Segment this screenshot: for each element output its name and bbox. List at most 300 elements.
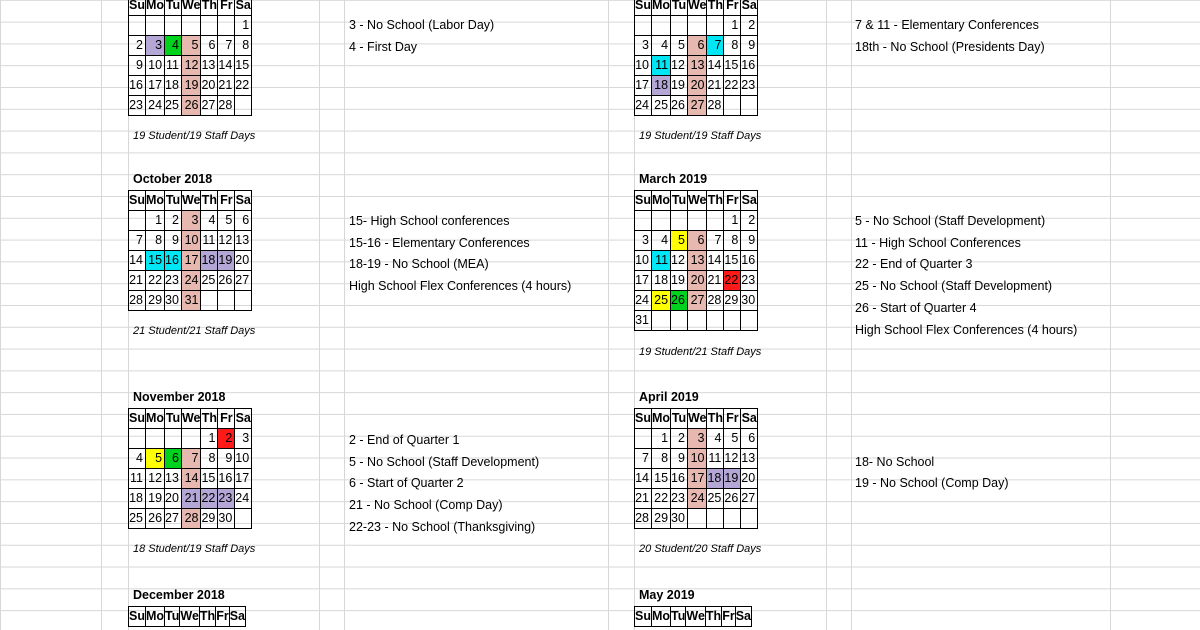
calendar-grid (128, 606, 246, 627)
week-row (129, 469, 252, 489)
weekday-header: We (687, 0, 707, 16)
weekday-header: Sa (229, 607, 245, 627)
weekday-header: We (180, 607, 200, 627)
month-title: May 2019 (639, 588, 695, 602)
day-cell: 2 (671, 429, 688, 449)
day-cell: 26 (181, 96, 201, 116)
week-row (635, 291, 758, 311)
day-cell (129, 211, 146, 231)
weekday-header: Th (199, 607, 215, 627)
weekday-header: We (181, 191, 201, 211)
day-cell: 1 (235, 16, 252, 36)
day-cell: 20 (201, 76, 218, 96)
weekday-header: Fr (724, 409, 741, 429)
week-row (129, 56, 252, 76)
weekday-header: Su (129, 409, 146, 429)
day-cell (707, 311, 724, 331)
day-cell: 5 (145, 449, 164, 469)
calendar-note: 5 - No School (Staff Development) (349, 454, 540, 469)
weekday-header: Fr (724, 0, 741, 16)
day-cell: 23 (129, 96, 146, 116)
day-cell: 7 (218, 36, 235, 56)
day-cell: 13 (687, 56, 707, 76)
calendar-note: High School Flex Conferences (4 hours) (855, 322, 1078, 337)
day-cell: 23 (165, 271, 182, 291)
calendar-note: 18-19 - No School (MEA) (349, 257, 489, 272)
weekday-header: Tu (671, 191, 688, 211)
day-cell: 24 (687, 489, 707, 509)
day-cell: 22 (201, 489, 218, 509)
day-cell: 27 (687, 291, 707, 311)
day-cell: 27 (687, 96, 707, 116)
day-cell: 14 (707, 56, 724, 76)
day-cell: 8 (651, 449, 670, 469)
week-row (129, 291, 252, 311)
day-cell (741, 509, 758, 529)
week-row (635, 251, 758, 271)
day-cell (651, 211, 670, 231)
calendar-note: 21 - No School (Comp Day) (349, 498, 503, 513)
day-cell: 23 (741, 271, 758, 291)
weekday-header: Tu (165, 409, 182, 429)
day-cell: 9 (671, 449, 688, 469)
weekday-header: Th (201, 191, 218, 211)
day-cell (145, 429, 164, 449)
day-cell (129, 429, 146, 449)
day-cell: 8 (235, 36, 252, 56)
day-cell (651, 16, 670, 36)
day-cell: 19 (671, 76, 688, 96)
day-cell: 21 (181, 489, 201, 509)
calendar-grid (128, 190, 252, 311)
day-cell: 10 (145, 56, 164, 76)
day-cell: 23 (218, 489, 235, 509)
calendar-note: 22-23 - No School (Thanksgiving) (349, 519, 536, 534)
day-cell: 6 (687, 231, 707, 251)
day-cell (201, 16, 218, 36)
day-cell: 10 (635, 56, 652, 76)
week-row (635, 311, 758, 331)
day-cell: 28 (181, 509, 201, 529)
month-title: December 2018 (133, 588, 225, 602)
day-cell (707, 211, 724, 231)
day-cell: 21 (707, 271, 724, 291)
day-cell: 21 (129, 271, 146, 291)
day-cell: 1 (724, 16, 741, 36)
day-cell (635, 211, 652, 231)
month-summary: 20 Student/20 Staff Days (639, 542, 762, 555)
day-cell: 16 (165, 251, 182, 271)
day-cell: 13 (741, 449, 758, 469)
week-row (129, 489, 252, 509)
day-cell: 20 (741, 469, 758, 489)
day-cell: 7 (635, 449, 652, 469)
day-cell: 12 (671, 251, 688, 271)
month-summary: 18 Student/19 Staff Days (133, 542, 256, 555)
day-cell: 18 (651, 76, 670, 96)
day-cell: 18 (201, 251, 218, 271)
day-cell: 31 (181, 291, 201, 311)
day-cell (724, 509, 741, 529)
calendar-grid (634, 0, 758, 116)
day-cell: 18 (707, 469, 724, 489)
day-cell: 5 (671, 36, 688, 56)
day-cell: 28 (635, 509, 652, 529)
day-cell: 10 (687, 449, 707, 469)
day-cell: 17 (635, 76, 652, 96)
day-cell: 18 (165, 76, 182, 96)
weekday-header: We (181, 0, 201, 16)
day-cell: 26 (671, 291, 688, 311)
day-cell: 30 (741, 291, 758, 311)
calendar-grid (128, 408, 252, 529)
month-summary: 19 Student/21 Staff Days (639, 346, 762, 359)
week-row (129, 271, 252, 291)
week-row (129, 211, 252, 231)
day-cell: 25 (651, 96, 670, 116)
day-cell: 19 (724, 469, 741, 489)
day-cell: 22 (724, 271, 741, 291)
day-cell (165, 16, 182, 36)
weekday-header: Sa (741, 191, 758, 211)
weekday-header: Th (705, 607, 721, 627)
day-cell: 12 (724, 449, 741, 469)
day-cell: 26 (671, 96, 688, 116)
day-cell: 3 (687, 429, 707, 449)
weekday-header: Th (201, 0, 218, 16)
weekday-header: Fr (218, 191, 235, 211)
day-cell: 11 (129, 469, 146, 489)
day-cell: 21 (635, 489, 652, 509)
day-cell: 13 (165, 469, 182, 489)
day-cell: 28 (218, 96, 235, 116)
day-cell: 22 (145, 271, 164, 291)
calendar-note: 26 - Start of Quarter 4 (855, 300, 977, 315)
calendar-note: High School Flex Conferences (4 hours) (349, 279, 572, 294)
day-cell: 26 (145, 509, 164, 529)
month-title: November 2018 (133, 390, 226, 404)
calendar-note: 18- No School (855, 454, 935, 469)
weekday-header: Fr (218, 0, 235, 16)
day-cell: 3 (235, 429, 252, 449)
calendar-note: 22 - End of Quarter 3 (855, 257, 973, 272)
day-cell (635, 16, 652, 36)
day-cell: 13 (201, 56, 218, 76)
day-cell: 19 (218, 251, 235, 271)
day-cell (687, 311, 707, 331)
week-row (635, 16, 758, 36)
day-cell: 19 (145, 489, 164, 509)
day-cell: 24 (181, 271, 201, 291)
day-cell: 30 (671, 509, 688, 529)
day-cell: 17 (635, 271, 652, 291)
day-cell: 4 (651, 231, 670, 251)
weekday-header: Sa (735, 607, 751, 627)
day-cell: 23 (741, 76, 758, 96)
calendar-grid (634, 408, 758, 529)
weekday-header: Sa (741, 0, 758, 16)
day-cell: 11 (707, 449, 724, 469)
day-cell: 12 (181, 56, 201, 76)
week-row (129, 509, 252, 529)
weekday-header: Mo (651, 607, 670, 627)
weekday-header: Tu (165, 607, 180, 627)
weekday-header: Th (707, 191, 724, 211)
calendar-grid (634, 606, 752, 627)
day-cell: 7 (707, 36, 724, 56)
day-cell (671, 311, 688, 331)
weekday-header: Su (635, 0, 652, 16)
day-cell: 25 (651, 291, 670, 311)
day-cell: 20 (687, 271, 707, 291)
day-cell: 17 (145, 76, 164, 96)
weekday-header: Mo (651, 0, 670, 16)
week-row (635, 56, 758, 76)
day-cell: 17 (687, 469, 707, 489)
weekday-header: Mo (145, 607, 164, 627)
month-title: March 2019 (639, 172, 708, 186)
day-cell: 13 (687, 251, 707, 271)
day-cell: 29 (201, 509, 218, 529)
day-cell: 16 (741, 251, 758, 271)
day-cell: 8 (145, 231, 164, 251)
calendar-note: 3 - No School (Labor Day) (349, 18, 495, 32)
day-cell: 15 (201, 469, 218, 489)
day-cell: 25 (165, 96, 182, 116)
day-cell (218, 291, 235, 311)
weekday-header: We (687, 191, 707, 211)
weekday-header: Tu (671, 409, 688, 429)
day-cell: 15 (235, 56, 252, 76)
calendar-grid (634, 190, 758, 331)
day-cell: 24 (235, 489, 252, 509)
day-cell: 31 (635, 311, 652, 331)
day-cell (218, 16, 235, 36)
day-cell: 17 (181, 251, 201, 271)
day-cell (724, 96, 741, 116)
weekday-header: Mo (145, 409, 164, 429)
day-cell (145, 16, 164, 36)
day-cell: 19 (181, 76, 201, 96)
weekday-header: Sa (235, 0, 252, 16)
day-cell: 30 (165, 291, 182, 311)
day-cell: 6 (741, 429, 758, 449)
day-cell: 27 (741, 489, 758, 509)
day-cell: 6 (687, 36, 707, 56)
day-cell: 7 (181, 449, 201, 469)
day-cell: 2 (741, 211, 758, 231)
day-cell: 5 (724, 429, 741, 449)
week-row (635, 469, 758, 489)
weekday-header: We (686, 607, 706, 627)
calendar-note: 25 - No School (Staff Development) (855, 279, 1053, 294)
day-cell (235, 291, 252, 311)
day-cell (651, 311, 670, 331)
day-cell: 23 (671, 489, 688, 509)
day-cell: 1 (145, 211, 164, 231)
day-cell: 30 (218, 509, 235, 529)
day-cell: 21 (218, 76, 235, 96)
day-cell: 15 (145, 251, 164, 271)
day-cell: 12 (218, 231, 235, 251)
day-cell: 1 (201, 429, 218, 449)
day-cell (707, 16, 724, 36)
weekday-header: Fr (722, 607, 736, 627)
day-cell: 25 (129, 509, 146, 529)
weekday-header: Mo (145, 0, 164, 16)
day-cell: 28 (707, 96, 724, 116)
day-cell: 18 (651, 271, 670, 291)
day-cell: 4 (651, 36, 670, 56)
week-row (635, 211, 758, 231)
day-cell: 3 (181, 211, 201, 231)
day-cell: 16 (671, 469, 688, 489)
weekday-header: Sa (235, 191, 252, 211)
day-cell (201, 291, 218, 311)
day-cell: 26 (218, 271, 235, 291)
day-cell: 22 (235, 76, 252, 96)
week-row (635, 429, 758, 449)
day-cell: 24 (145, 96, 164, 116)
day-cell (741, 96, 758, 116)
day-cell: 24 (635, 96, 652, 116)
day-cell: 12 (671, 56, 688, 76)
weekday-header: Tu (165, 191, 182, 211)
calendar-note: 15-16 - Elementary Conferences (349, 235, 530, 250)
day-cell: 9 (165, 231, 182, 251)
day-cell: 14 (129, 251, 146, 271)
day-cell (687, 509, 707, 529)
day-cell: 2 (165, 211, 182, 231)
day-cell: 4 (129, 449, 146, 469)
day-cell: 26 (724, 489, 741, 509)
day-cell (687, 211, 707, 231)
weekday-header: Su (635, 607, 652, 627)
day-cell: 9 (218, 449, 235, 469)
day-cell: 14 (707, 251, 724, 271)
calendar-note: 18th - No School (Presidents Day) (855, 39, 1045, 54)
day-cell: 4 (201, 211, 218, 231)
day-cell: 8 (201, 449, 218, 469)
day-cell: 28 (707, 291, 724, 311)
day-cell: 5 (671, 231, 688, 251)
day-cell: 12 (145, 469, 164, 489)
day-cell: 2 (218, 429, 235, 449)
day-cell: 25 (707, 489, 724, 509)
day-cell: 25 (201, 271, 218, 291)
day-cell: 8 (724, 231, 741, 251)
week-row (635, 96, 758, 116)
day-cell (707, 509, 724, 529)
day-cell: 16 (741, 56, 758, 76)
day-cell: 5 (218, 211, 235, 231)
day-cell (671, 211, 688, 231)
day-cell: 9 (741, 36, 758, 56)
weekday-header: Tu (671, 607, 686, 627)
day-cell: 2 (129, 36, 146, 56)
month-summary: 19 Student/19 Staff Days (133, 129, 256, 142)
day-cell: 18 (129, 489, 146, 509)
day-cell: 20 (235, 251, 252, 271)
day-cell: 3 (635, 231, 652, 251)
day-cell: 11 (201, 231, 218, 251)
day-cell: 10 (181, 231, 201, 251)
day-cell: 7 (707, 231, 724, 251)
weekday-header: Su (129, 607, 146, 627)
week-row (635, 76, 758, 96)
week-row (129, 76, 252, 96)
day-cell: 27 (201, 96, 218, 116)
day-cell: 3 (145, 36, 164, 56)
weekday-header: Tu (165, 0, 182, 16)
day-cell: 10 (635, 251, 652, 271)
day-cell: 4 (165, 36, 182, 56)
weekday-header: Th (707, 409, 724, 429)
day-cell (235, 509, 252, 529)
day-cell (181, 16, 201, 36)
day-cell: 16 (218, 469, 235, 489)
day-cell: 4 (707, 429, 724, 449)
day-cell: 27 (165, 509, 182, 529)
calendar-note: 19 - No School (Comp Day) (855, 476, 1009, 491)
weekday-header: We (687, 409, 707, 429)
weekday-header: Su (129, 0, 146, 16)
day-cell (129, 16, 146, 36)
day-cell: 11 (651, 56, 670, 76)
day-cell: 17 (235, 469, 252, 489)
day-cell: 14 (635, 469, 652, 489)
calendar-note: 15- High School conferences (349, 214, 510, 228)
weekday-header: Mo (651, 409, 670, 429)
day-cell: 20 (165, 489, 182, 509)
day-cell: 24 (635, 291, 652, 311)
month-title: October 2018 (133, 172, 213, 186)
calendar-note: 6 - Start of Quarter 2 (349, 476, 464, 491)
week-row (635, 271, 758, 291)
day-cell: 11 (651, 251, 670, 271)
week-row (129, 16, 252, 36)
week-row (129, 429, 252, 449)
weekday-header: We (181, 409, 201, 429)
day-cell: 21 (707, 76, 724, 96)
weekday-header: Sa (235, 409, 252, 429)
day-cell: 9 (129, 56, 146, 76)
day-cell: 1 (651, 429, 670, 449)
week-row (129, 96, 252, 116)
day-cell: 9 (741, 231, 758, 251)
day-cell: 14 (181, 469, 201, 489)
weekday-header: Mo (651, 191, 670, 211)
week-row (129, 449, 252, 469)
calendar-grid (128, 0, 252, 116)
day-cell: 15 (724, 251, 741, 271)
day-cell (724, 311, 741, 331)
day-cell: 7 (129, 231, 146, 251)
week-row (129, 231, 252, 251)
week-row (635, 36, 758, 56)
day-cell: 19 (671, 271, 688, 291)
day-cell: 13 (235, 231, 252, 251)
day-cell (635, 429, 652, 449)
day-cell: 15 (651, 469, 670, 489)
day-cell: 6 (235, 211, 252, 231)
week-row (129, 36, 252, 56)
weekday-header: Su (635, 191, 652, 211)
weekday-header: Th (201, 409, 218, 429)
day-cell: 20 (687, 76, 707, 96)
weekday-header: Fr (724, 191, 741, 211)
day-cell: 11 (165, 56, 182, 76)
